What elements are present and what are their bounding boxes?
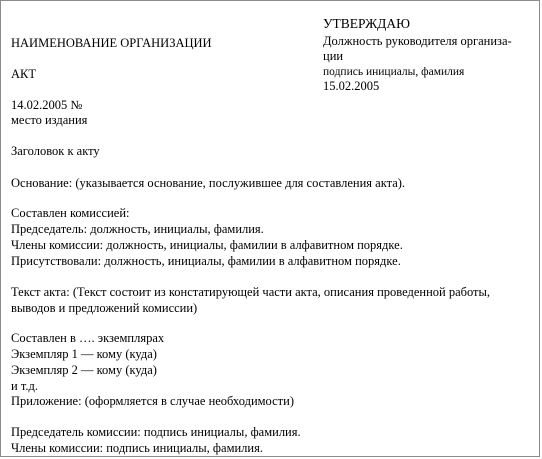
copies-etc: и т.д.	[11, 379, 38, 393]
place-of-issue: место издания	[11, 113, 88, 127]
act-text-line1: Текст акта: (Текст состоит из констатирующей части акта, описания проведенной работы,	[11, 285, 491, 299]
approve-position-line1: Должность руководителя организа-	[323, 34, 512, 48]
copies-title: Составлен в …. экземплярах	[11, 331, 165, 345]
copy-2: Экземпляр 2 — кому (куда)	[11, 363, 157, 377]
act-text-line2: выводов и предложений комиссии)	[11, 301, 198, 315]
approve-date: 15.02.2005	[323, 79, 380, 93]
members-signature: Члены комиссии: подпись инициалы, фамилия.	[11, 441, 263, 455]
approve-signature: подпись инициалы, фамилия	[323, 66, 465, 78]
approve-position-line2: ции	[323, 49, 344, 63]
act-heading: Заголовок к акту	[11, 144, 100, 158]
commission-members: Члены комиссии: должность, инициалы, фамилии в алфавитном порядке.	[11, 238, 403, 252]
commission-title: Составлен комиссией:	[11, 206, 130, 220]
chair-signature: Председатель комиссии: подпись инициалы, фамилия.	[11, 425, 301, 439]
approve-title: УТВЕРЖДАЮ	[323, 16, 411, 31]
commission-chair: Председатель: должность, инициалы, фамилия.	[11, 222, 264, 236]
document-type: АКТ	[11, 67, 36, 81]
commission-present: Присутствовали: должность, инициалы, фамилии в алфавитном порядке.	[11, 254, 401, 268]
appendix-note: Приложение: (оформляется в случае необходимости)	[11, 394, 294, 408]
document-date-number: 14.02.2005 №	[11, 98, 83, 112]
act-basis: Основание: (указывается основание, послужившее для составления акта).	[11, 176, 406, 190]
organization-name: НАИМЕНОВАНИЕ ОРГАНИЗАЦИИ	[11, 36, 212, 50]
copy-1: Экземпляр 1 — кому (куда)	[11, 347, 157, 361]
